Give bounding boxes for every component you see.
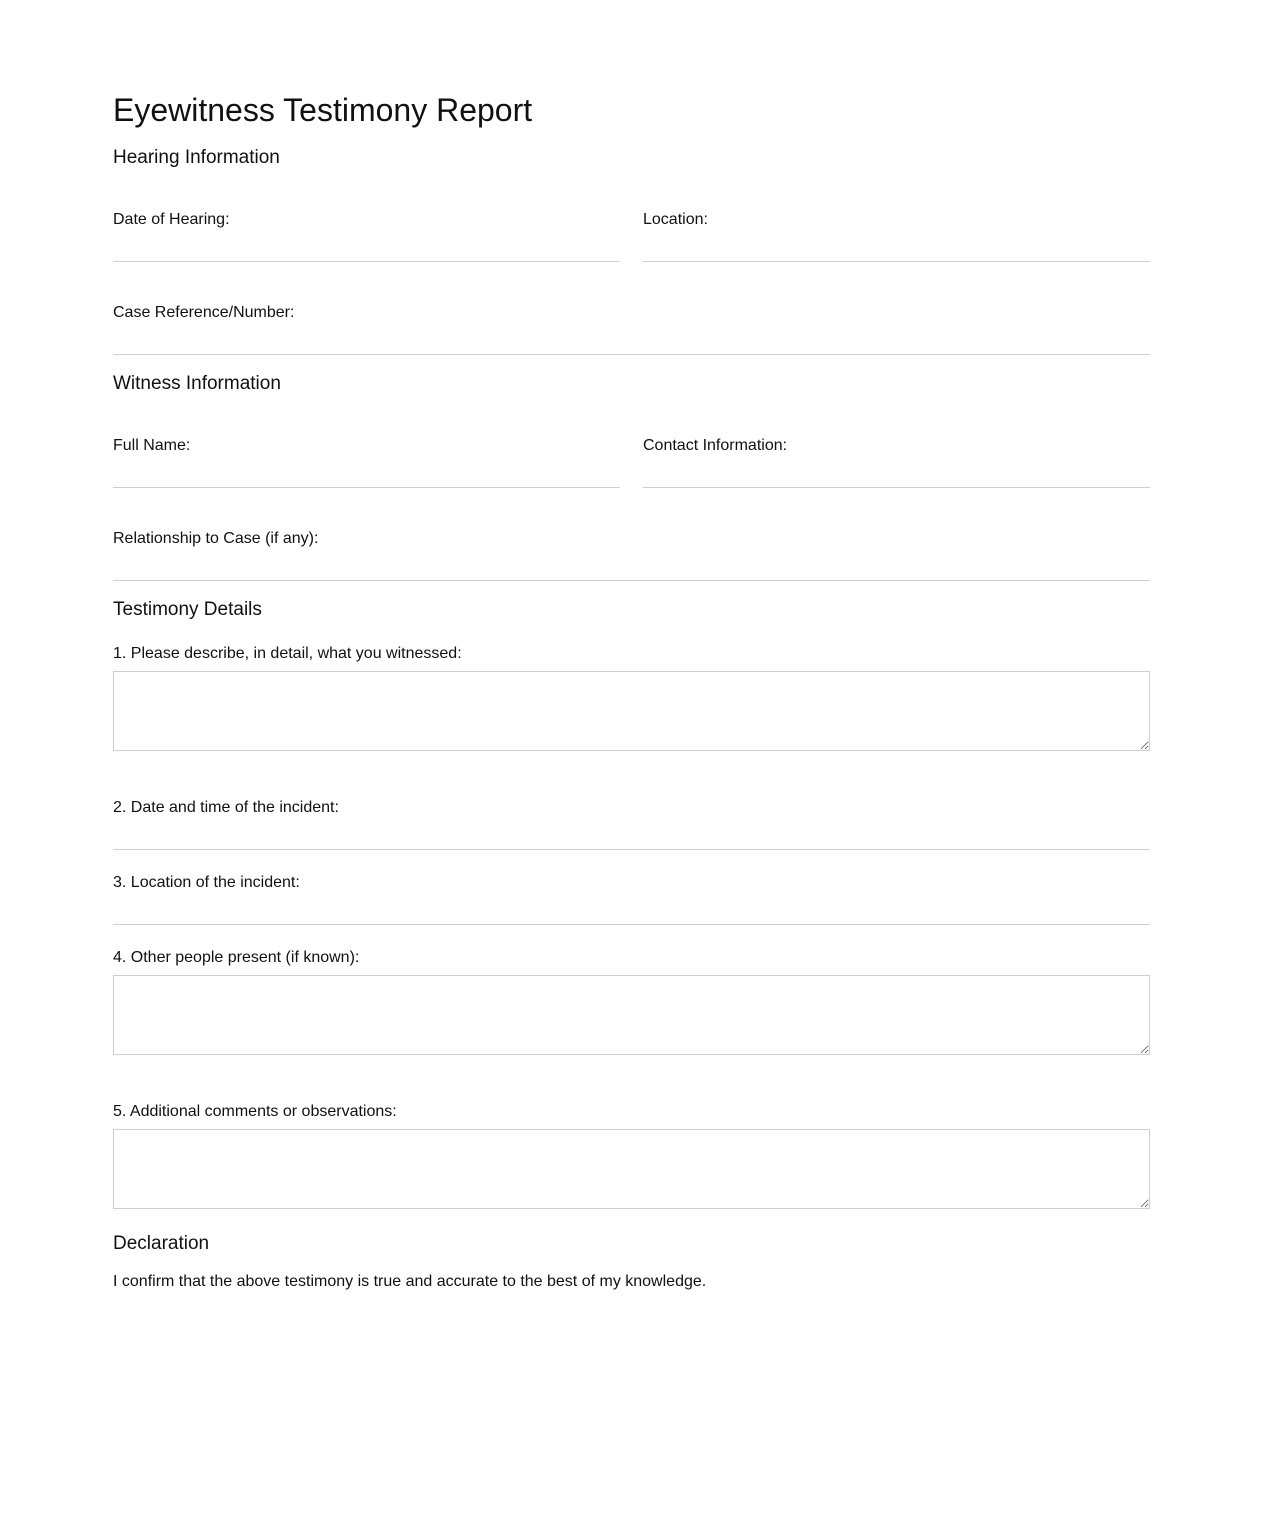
question-1-textarea[interactable] <box>113 671 1150 751</box>
full-name-label: Full Name: <box>113 437 191 454</box>
date-of-hearing-label: Date of Hearing: <box>113 211 230 228</box>
question-1-label: 1. Please describe, in detail, what you witnessed: <box>113 645 462 662</box>
page-title: Eyewitness Testimony Report <box>113 92 533 128</box>
full-name-field[interactable] <box>113 456 620 488</box>
contact-information-field[interactable] <box>643 456 1150 488</box>
question-5-label: 5. Additional comments or observations: <box>113 1103 397 1120</box>
case-reference-label: Case Reference/Number: <box>113 304 295 321</box>
question-5-textarea[interactable] <box>113 1129 1150 1209</box>
declaration-statement: I confirm that the above testimony is true and accurate to the best of my knowledge. <box>113 1273 707 1290</box>
location-field[interactable] <box>643 230 1150 262</box>
question-4-textarea[interactable] <box>113 975 1150 1055</box>
question-3-label: 3. Location of the incident: <box>113 874 300 891</box>
case-reference-field[interactable] <box>113 323 1150 355</box>
section-declaration: Declaration <box>113 1233 210 1254</box>
question-4-label: 4. Other people present (if known): <box>113 949 360 966</box>
section-hearing-information: Hearing Information <box>113 147 280 168</box>
section-testimony-details: Testimony Details <box>113 599 262 620</box>
question-2-label: 2. Date and time of the incident: <box>113 799 339 816</box>
question-3-field[interactable] <box>113 893 1150 925</box>
location-label: Location: <box>643 211 708 228</box>
question-2-field[interactable] <box>113 818 1150 850</box>
contact-information-label: Contact Information: <box>643 437 788 454</box>
relationship-to-case-label: Relationship to Case (if any): <box>113 530 319 547</box>
date-of-hearing-field[interactable] <box>113 230 620 262</box>
section-witness-information: Witness Information <box>113 373 281 394</box>
relationship-to-case-field[interactable] <box>113 549 1150 581</box>
